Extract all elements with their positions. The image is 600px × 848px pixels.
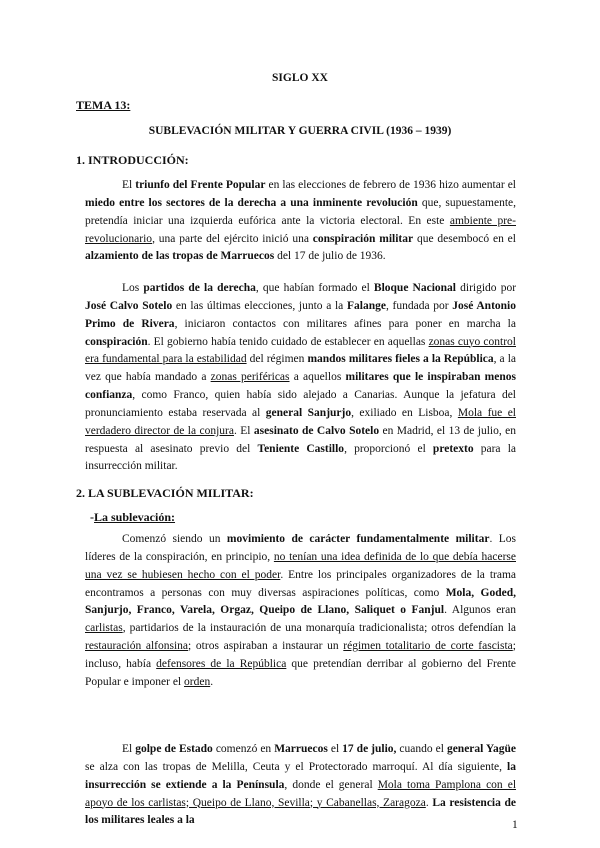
emphasis: conspiración bbox=[85, 335, 148, 348]
emphasis: la insurrección se extiende a la Península bbox=[85, 760, 516, 791]
emphasis: Mola, Goded, Sanjurjo, Franco, Varela, Orgaz, Queipo de Llano, Saliquet o Fanjul bbox=[85, 586, 516, 617]
emphasis: 17 de julio, bbox=[342, 743, 397, 755]
emphasis: partidos de la derecha bbox=[143, 282, 256, 294]
tema-label: TEMA 13: bbox=[76, 98, 131, 112]
emphasis: general Sanjurjo bbox=[265, 406, 352, 419]
underlined-text: régimen totalitario de corte fascista bbox=[343, 640, 513, 653]
intro-paragraph-2: Los partidos de la derecha, que habían formado el Bloque Nacional dirigido por José Calvo Sotelo en las últimas elecciones, junto a la Falange, fundada por José Antonio Primo de Rivera, iniciaron contactos con militares afines para poner en marcha la conspiración. El gobierno había tenido cuidado de establecer en aquellas zonas cuyo control era fundamental para la estabilidad del régimen mandos militares fieles a la República, a la vez que había mandado a zonas periféricas a aquellos militares que le inspiraban menos confianza, como Franco, quien había sido alejado a Canarias. Aunque la jefatura del pronunciamiento estaba reservada al general Sanjurjo, exiliado en Lisboa, Mola fue el verdadero director de la conjura. El asesinato de Calvo Sotelo en Madrid, el 13 de julio, en respuesta al asesinato previo del Teniente Castillo, proporcionó el pretexto para la insurrección militar. bbox=[85, 282, 517, 473]
underlined-text: restauración alfonsina bbox=[85, 640, 189, 653]
underlined-text: Mola fue el verdadero director de la conjura bbox=[85, 406, 516, 437]
emphasis: asesinato de Calvo Sotelo bbox=[253, 424, 380, 437]
underlined-text: defensores de la República bbox=[156, 657, 287, 670]
sublevacion-paragraph-2: El golpe de Estado comenzó en Marruecos el 17 de julio, cuando el general Yagüe se alza con las tropas de Melilla, Ceuta y el Protectorado marroquí. Al día siguiente, la insurrección se extiende a la Península, donde el general Mola toma Pamplona con el apoyo de los carlistas; Queipo de Llano, Sevilla; y Cabanellas, Zaragoza. La resistencia de los militares leales a la bbox=[85, 743, 517, 827]
subsection-label: La sublevación: bbox=[94, 510, 176, 524]
emphasis: golpe de Estado bbox=[135, 743, 213, 755]
section-1-heading: 1. INTRODUCCIÓN: bbox=[76, 153, 189, 167]
underlined-text: ambiente pre-revolucionario bbox=[85, 214, 516, 245]
underlined-text: no tenían una idea definida de lo que debía hacerse una vez se hubiesen hecho con el poder bbox=[85, 550, 516, 581]
emphasis: alzamiento de las tropas de Marruecos bbox=[85, 250, 275, 263]
emphasis: pretexto bbox=[432, 442, 474, 455]
section-title: SIGLO XX bbox=[272, 72, 328, 84]
section-2-heading: 2. LA SUBLEVACIÓN MILITAR: bbox=[76, 486, 254, 500]
underlined-text: Mola toma Pamplona con el apoyo de los carlistas; Queipo de Llano, Sevilla; y Cabanellas, Zaragoza bbox=[85, 778, 517, 809]
emphasis: miedo entre los sectores de la derecha a una inminente revolución bbox=[85, 196, 418, 209]
emphasis: José Calvo Sotelo bbox=[85, 299, 173, 312]
sublevacion-paragraph-1: Comenzó siendo un movimiento de carácter fundamentalmente militar. Los líderes de la conspiración, en principio, no tenían una idea definida de lo que debía hacerse una vez se hubiesen hecho con el poder. Entre los principales organizadores de la trama encontramos a personas con muy diversas aspiraciones políticas, como Mola, Goded, Sanjurjo, Franco, Varela, Orgaz, Queipo de Llano, Saliquet o Fanjul. Algunos eran carlistas, partidarios de la instauración de una monarquía tradicionalista; otros defendían la restauración alfonsina; otros aspiraban a instaurar un régimen totalitario de corte fascista; incluso, había defensores de la República que pretendían derribar al gobierno del Frente Popular e imponer el orden. bbox=[85, 533, 517, 688]
emphasis: Marruecos bbox=[274, 743, 328, 755]
emphasis: La resistencia de los militares leales a la bbox=[85, 796, 516, 827]
emphasis: mandos militares fieles a la República bbox=[307, 353, 494, 366]
main-title: SUBLEVACIÓN MILITAR Y GUERRA CIVIL (1936 – 1939) bbox=[148, 125, 452, 137]
emphasis: Teniente Castillo bbox=[257, 442, 345, 455]
intro-paragraph-1: El triunfo del Frente Popular en las elecciones de febrero de 1936 hizo aumentar el miedo entre los sectores de la derecha a una inminente revolución que, supuestamente, pretendía iniciar una izquierda eufórica ante la victoria electoral. En este ambiente pre-revolucionario, una parte del ejército inició una conspiración militar que desembocó en el alzamiento de las tropas de Marruecos del 17 de julio de 1936. bbox=[85, 179, 517, 263]
emphasis: José Antonio Primo de Rivera bbox=[85, 299, 516, 330]
underlined-text: orden bbox=[184, 675, 211, 688]
underlined-text: zonas cuyo control era fundamental para la estabilidad bbox=[85, 335, 516, 366]
emphasis: conspiración militar bbox=[312, 232, 414, 245]
page-number: 1 bbox=[512, 819, 518, 831]
emphasis: Bloque Nacional bbox=[373, 282, 457, 294]
underlined-text: carlistas bbox=[85, 622, 123, 635]
emphasis: triunfo del Frente Popular bbox=[135, 179, 266, 191]
emphasis: general Yagüe bbox=[446, 743, 516, 755]
subsection-heading: -La sublevación: bbox=[90, 510, 176, 524]
emphasis: Falange bbox=[346, 299, 386, 312]
underlined-text: zonas periféricas bbox=[210, 371, 290, 384]
emphasis: movimiento de carácter fundamentalmente militar bbox=[226, 533, 490, 545]
emphasis: militares que le inspiraban menos confianza bbox=[85, 371, 516, 402]
